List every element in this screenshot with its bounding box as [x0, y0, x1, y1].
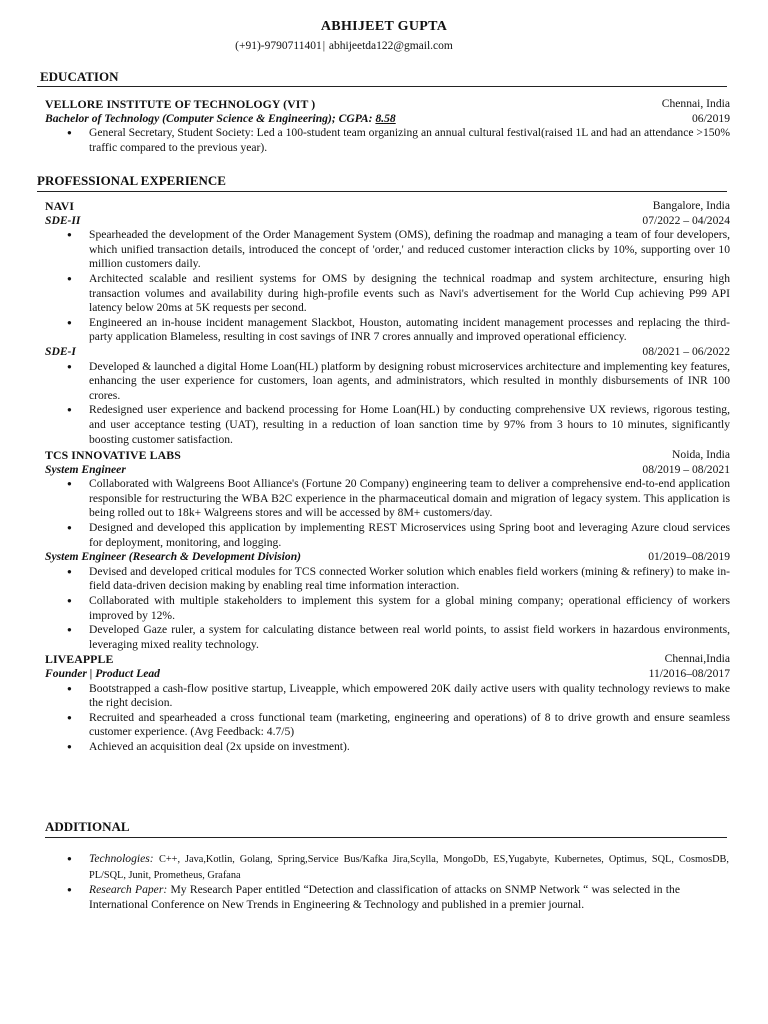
education-divider: [37, 86, 727, 87]
list-item: ● Collaborated with multiple stakeholders to implement this system for a global mining company; operational efficiency of workers improved by 12%.: [45, 594, 730, 623]
contact-line: [0, 39, 688, 54]
liveapple-bullets: [45, 682, 730, 755]
list-item: ● Engineered an in-house incident management Slackbot, Houston, automating incident management processes and replacing the third-party application Blameless, resulting in cost savings of INR 7 crores annually and improved operational efficiency.: [45, 316, 730, 345]
additional-block: [45, 852, 735, 912]
research-paper-text: My Research Paper entitled “Detection and classification of attacks on SNMP Network “ was selected in the International Conference on New Trends in Engineering & Technology and published in a premier journal.: [89, 883, 680, 911]
experience-divider: [37, 191, 727, 192]
research-paper-label: Research Paper:: [89, 883, 168, 897]
role-date-system-engineer: 08/2019 – 08/2021: [642, 462, 730, 476]
role-date-sde2: 07/2022 – 04/2024: [642, 213, 730, 227]
list-item: ● Collaborated with Walgreens Boot Alliance's (Fortune 20 Company) engineering team to deliver a comprehensive end-to-end application responsible for restructuring the WBA B2C experience in the pharmaceutical domain and migration of legacy system. This application is being rolled out to 18k+ Walgreens stores and will be accessed by 8M+ customers/day.: [45, 477, 730, 521]
cgpa-value: 8.58: [375, 111, 396, 125]
system-engineer-bullets: [45, 477, 730, 550]
list-item: ● Architected scalable and resilient systems for OMS by designing the technical roadmap and system architecture, ensuring high transaction volumes and availability during high-profile events such as Navi's advertisement for the World Cup achieving P99 API latency below 20ms at 5K requests per second.: [45, 272, 730, 316]
company-location-navi: Bangalore, India: [652, 199, 730, 212]
degree-text: Bachelor of Technology (Computer Science & Engineering); CGPA:: [45, 111, 373, 125]
education-bullets: [45, 126, 730, 155]
list-item: ● Developed & launched a digital Home Loan(HL) platform by designing robust microservices architecture and implementing key features, enhancing the user experience for customers, loan agents, and administrators, which resulted in monthly disbursements of INR 100 crores.: [45, 360, 730, 404]
role-title-sde2: SDE-II: [45, 213, 81, 227]
role-date-sde1: 08/2021 – 06/2022: [642, 344, 730, 358]
additional-bullets: [45, 852, 735, 912]
company-name-liveapple: LIVEAPPLE: [45, 652, 114, 667]
institution-location: Chennai, India: [661, 97, 730, 110]
phone-number: (+91)-9790711401: [235, 40, 322, 52]
education-heading: EDUCATION: [40, 69, 119, 84]
graduation-date: 06/2019: [691, 111, 730, 125]
rd-bullets: [45, 565, 730, 653]
company-name-tcs: TCS INNOVATIVE LABS: [45, 448, 181, 463]
list-item: ● Developed Gaze ruler, a system for calculating distance between real world points, to assist field workers in hazardous environments, leveraging mixed reality technology.: [45, 623, 730, 652]
role-title-founder: Founder | Product Lead: [45, 667, 160, 680]
company-location-liveapple: Chennai,India: [664, 652, 730, 666]
degree-line: [45, 112, 396, 127]
list-item: ● Spearheaded the development of the Order Management System (OMS), defining the roadmap and managing a team of four developers, which unified transaction details, introduced the concept of 'order,' and reduced customer interaction clicks by 10%, supporting over 10 million customers daily.: [45, 228, 730, 272]
role-date-founder: 11/2016–08/2017: [648, 667, 730, 680]
list-item: ● Designed and developed this application by implementing REST Microservices using Spring boot and leveraging Azure cloud services for deployment, monitoring, and logging.: [45, 521, 730, 550]
candidate-name: ABHIJEET GUPTA: [320, 19, 448, 34]
list-item: ● Devised and developed critical modules for TCS connected Worker solution which enables field workers (mining & refinery) to make in-field data-driven decision making by enabling real time information interaction.: [45, 565, 730, 594]
list-item: [45, 883, 735, 912]
company-name-navi: NAVI: [45, 199, 75, 213]
sde1-bullets: [45, 360, 730, 448]
list-item: ● General Secretary, Student Society: Led a 100-student team organizing an annual cultural festival(raised 1L and had an attendance >150% traffic compared to the previous year).: [45, 126, 730, 155]
email-address: abhijeetda122@gmail.com: [328, 40, 453, 52]
additional-heading: ADDITIONAL: [45, 819, 130, 834]
list-item: [45, 852, 735, 883]
sde2-bullets: [45, 228, 730, 345]
additional-divider: [45, 837, 727, 838]
list-item: ● Recruited and spearheaded a cross functional team (marketing, engineering and operations) of 8 to drive growth and ensure seamless customer experience. (Avg Feedback: 4.7/5): [45, 711, 730, 740]
education-block: [45, 97, 730, 155]
role-title-system-engineer: System Engineer: [45, 462, 126, 476]
role-title-rd: System Engineer (Research & Development Division): [45, 550, 302, 564]
contact-separator: |: [322, 40, 326, 52]
company-location-tcs: Noida, India: [672, 448, 730, 462]
experience-heading: PROFESSIONAL EXPERIENCE: [37, 173, 226, 188]
list-item: ● Achieved an acquisition deal (2x upside on investment).: [45, 740, 730, 755]
technologies-list: C++, Java,Kotlin, Golang, Spring,Service Bus/Kafka Jira,Scylla, MongoDb, ES,Yugabyte, Kubernetes, Optimus, SQL, CosmosDB, PL/SQL, Junit, Prometheus, Grafana: [89, 854, 729, 881]
institution-name: VELLORE INSTITUTE OF TECHNOLOGY (VIT ): [45, 97, 316, 111]
list-item: ● Redesigned user experience and backend processing for Home Loan(HL) by conducting comprehensive UX reviews, rigorous testing, and user acceptance testing (UAT), resulting in a reduction of loan sanction time by 97% from 3 hours to 10 minutes, significantly boosting customer satisfaction.: [45, 403, 730, 447]
technologies-label: Technologies:: [89, 852, 154, 865]
role-title-sde1: SDE-I: [45, 344, 76, 358]
experience-block: [45, 199, 730, 755]
list-item: ● Bootstrapped a cash-flow positive startup, Liveapple, which empowered 20K daily active users with quality technology reviews to make the right decision.: [45, 682, 730, 711]
role-date-rd: 01/2019–08/2019: [648, 550, 730, 564]
